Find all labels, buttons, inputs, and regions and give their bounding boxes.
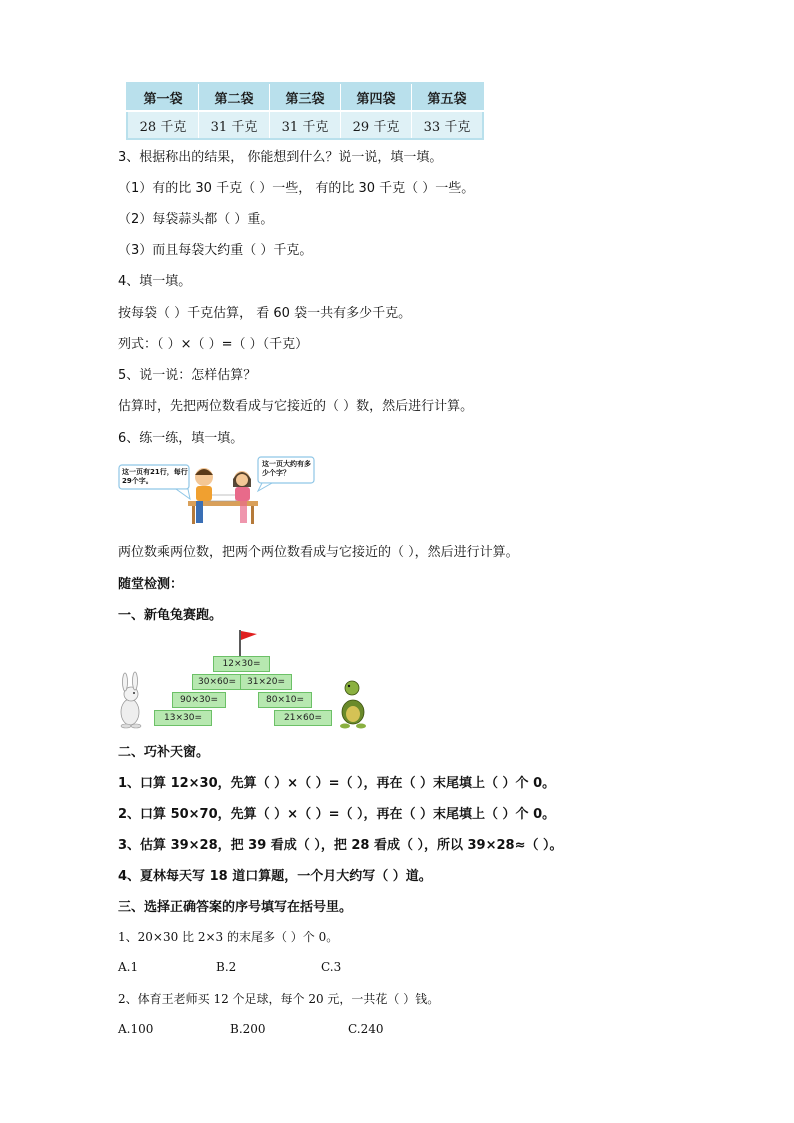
race-box: 90×30= xyxy=(172,692,226,708)
table-header-cell: 第一袋 xyxy=(127,83,199,111)
section-3-title: 三、选择正确答案的序号填写在括号里。 xyxy=(118,900,353,915)
section-2-q4: 4、夏林每天写 18 道口算题，一个月大约写（ ）道。 xyxy=(118,869,432,884)
speech-bubble-left: 这一页有21行，每行29个字。 xyxy=(122,468,188,485)
question-6-1: 两位数乘两位数，把两个两位数看成与它接近的（ ），然后进行计算。 xyxy=(118,545,519,560)
option-2-a: A.100 xyxy=(118,1022,154,1036)
question-4: 4、填一填。 xyxy=(118,274,192,289)
race-box: 31×20= xyxy=(240,674,292,690)
section-2-q3: 3、估算 39×28，把 39 看成（ ），把 28 看成（ ），所以 39×28≈（ ）。 xyxy=(118,838,563,853)
bag-weights-table xyxy=(126,82,484,140)
table-cell: 28 千克 xyxy=(127,111,199,139)
question-3-3: （3）而且每袋大约重（ ）千克。 xyxy=(118,243,313,258)
section-3-q1: 1、20×30 比 2×3 的末尾多（ ）个 0。 xyxy=(118,930,339,944)
section-2-title: 二、巧补天窗。 xyxy=(118,745,210,760)
question-6: 6、练一练，填一填。 xyxy=(118,431,244,446)
race-pyramid xyxy=(116,628,376,733)
speech-bubble-right: 这一页大约有多少个字？ xyxy=(262,460,311,477)
race-box: 80×10= xyxy=(258,692,312,708)
option-1-b: B.2 xyxy=(216,960,237,974)
question-3: 3、根据称出的结果， 你能想到什么？说一说，填一填。 xyxy=(118,150,443,165)
race-box: 21×60= xyxy=(274,710,332,726)
table-header-cell: 第五袋 xyxy=(412,83,484,111)
option-1-a: A.1 xyxy=(118,960,139,974)
table-cell: 29 千克 xyxy=(341,111,412,139)
section-2-q1: 1、口算 12×30，先算（ ）×（ ）=（ ），再在（ ）末尾填上（ ）个 0。 xyxy=(118,776,556,791)
section-check: 随堂检测： xyxy=(118,577,184,592)
question-3-1: （1）有的比 30 千克（ ）一些， 有的比 30 千克（ ）一些。 xyxy=(118,181,475,196)
table-header-row xyxy=(127,83,483,111)
section-2-q2: 2、口算 50×70，先算（ ）×（ ）=（ ），再在（ ）末尾填上（ ）个 0。 xyxy=(118,807,556,822)
table-row xyxy=(127,111,483,139)
question-4-2: 列式：（ ）×（ ）=（ ）（千克） xyxy=(118,337,309,352)
option-2-b: B.200 xyxy=(230,1022,266,1036)
section-1-title: 一、新龟兔赛跑。 xyxy=(118,608,223,623)
table-header-cell: 第四袋 xyxy=(341,83,412,111)
question-4-1: 按每袋（ ）千克估算， 看 60 袋一共有多少千克。 xyxy=(118,306,412,321)
kids-illustration xyxy=(116,455,316,527)
table-cell: 31 千克 xyxy=(199,111,270,139)
table-header-cell: 第二袋 xyxy=(199,83,270,111)
question-5: 5、说一说：怎样估算？ xyxy=(118,368,257,383)
table-cell: 31 千克 xyxy=(270,111,341,139)
question-3-2: （2）每袋蒜头都（ ）重。 xyxy=(118,212,274,227)
race-box: 13×30= xyxy=(154,710,212,726)
option-1-c: C.3 xyxy=(321,960,342,974)
table-cell: 33 千克 xyxy=(412,111,484,139)
option-2-c: C.240 xyxy=(348,1022,384,1036)
race-box: 30×60= xyxy=(192,674,242,690)
section-3-q2: 2、体育王老师买 12 个足球，每个 20 元，一共花（ ）钱。 xyxy=(118,992,440,1006)
race-box: 12×30= xyxy=(213,656,270,672)
question-5-1: 估算时，先把两位数看成与它接近的（ ）数，然后进行计算。 xyxy=(118,399,474,414)
table-header-cell: 第三袋 xyxy=(270,83,341,111)
